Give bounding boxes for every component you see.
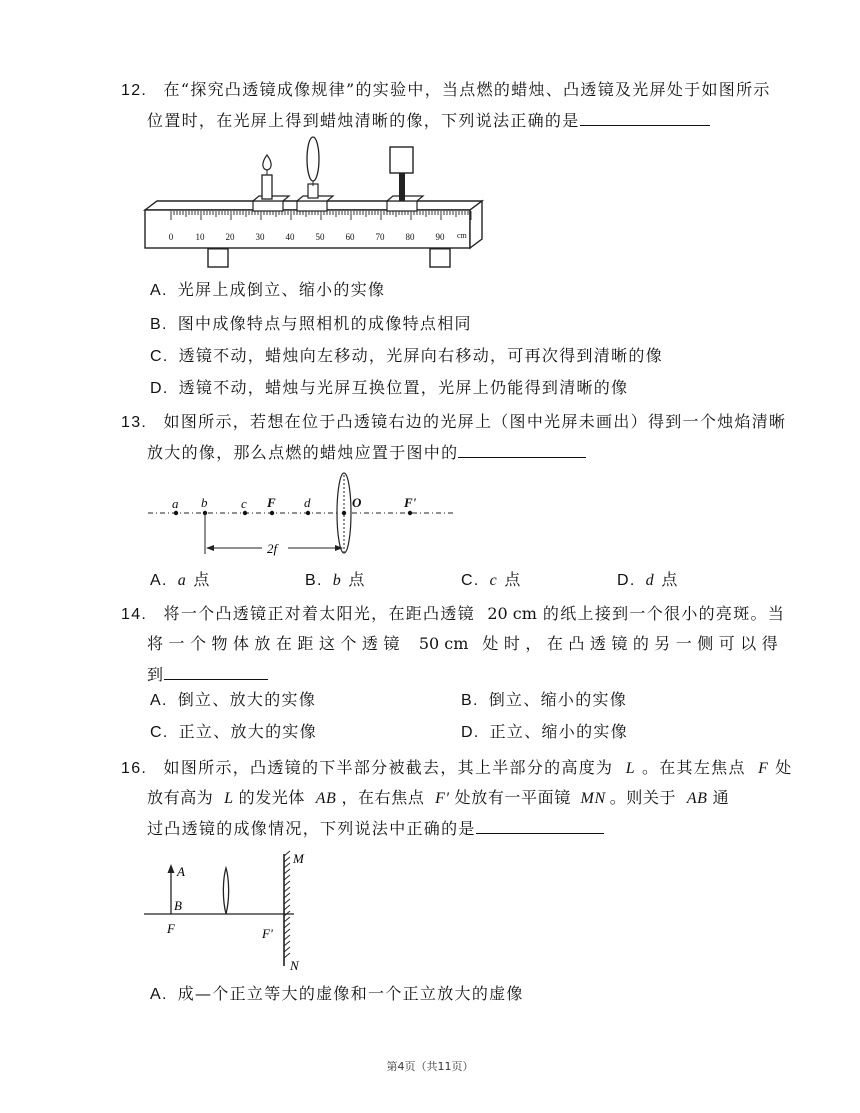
q13-stem-text2: 放大的像，那么点燃的蜡烛应置于图中的 [147,443,459,462]
label-a: A [177,864,185,879]
q16-text: 。则关于 [609,788,677,807]
label-m: M [293,851,304,866]
option-key: A. [150,986,168,1003]
option-key: C. [150,348,169,365]
label-f: F [167,921,175,936]
q12-stem-line1 [121,79,771,102]
mirror-hatch-line [284,899,290,904]
q16-text: 。在其左焦点 [641,758,746,777]
option-key: B. [150,316,168,333]
mirror-hatch-line [284,947,290,952]
ruler-unit: cm [457,231,467,240]
q12-answer-blank[interactable] [580,109,710,126]
label-2f: 2f [267,541,278,556]
q13-option-d[interactable] [617,569,679,592]
q14-option-a[interactable] [150,689,316,712]
label-d: d [304,495,311,510]
q16-var: F [758,760,770,777]
option-key: D. [150,380,169,397]
option-var: b [332,572,343,589]
q16-text: 处放有一平面镜 [454,788,571,807]
q16-var: AB [315,790,337,807]
label-o: O [352,495,362,510]
flame-icon [263,155,271,170]
q13-option-b[interactable] [305,569,366,592]
tick-label: 40 [285,232,295,242]
mirror-hatch-line [284,863,290,868]
q16-number: 16. [121,760,148,777]
q13-stem-line1 [121,411,786,434]
option-var: d [645,572,655,589]
mirror-hatch-line [284,881,290,886]
option-key: D. [617,572,636,589]
q13-stem-text1: 如图所示，若想在位于凸透镜右边的光屏上（图中光屏未画出）得到一个烛焰清晰 [163,412,787,431]
q12-option-a[interactable] [150,279,385,302]
q16-stem-line3 [147,817,604,840]
option-key: D. [461,724,480,741]
q14-option-b[interactable] [461,689,627,712]
q14-stem-text3: 到 [147,665,165,684]
mirror-hatch-line [284,857,290,862]
label-b: b [201,495,208,510]
bench-foot-right [430,247,450,267]
q12-stem-text2: 位置时，在光屏上得到蜡烛清晰的像，下列说法正确的是 [147,111,580,130]
q13-stem-line2 [147,441,586,464]
arrow-up-icon [168,864,175,873]
q14-stem-line2 [147,633,778,655]
point-c [243,511,247,515]
q12-option-c[interactable] [150,345,663,368]
option-key: C. [150,724,169,741]
label-f-prime: F' [404,495,417,510]
mirror-hatch-line [284,893,290,898]
tick-label: 90 [435,232,445,242]
q14-stem-text1c: 的纸上接到一个很小的亮斑。当 [542,604,786,623]
q14-number: 14. [121,606,148,623]
q14-stem-text2c: 处 时 ， 在 凸 透 镜 的 另 一 侧 可 以 得 [482,634,778,653]
q14-stem-text2a: 将 一 个 物 体 放 在 距 这 个 透 镜 [147,634,400,653]
option-text: 正立、缩小的实像 [489,722,629,741]
option-text: 点 [504,570,522,589]
option-key: A. [150,282,168,299]
q14-option-d[interactable] [461,721,628,744]
point-o [342,511,346,515]
q16-var: L [625,760,636,777]
q16-text: 处 [775,758,793,777]
mirror-hatch-line [284,935,290,940]
q16-var: MN [580,790,606,807]
option-text: 点 [193,570,211,589]
q16-stem-line2 [147,787,729,810]
point-d [306,511,310,515]
label-n: N [290,958,299,973]
option-text: 正立、放大的实像 [178,722,318,741]
point-f-prime [408,511,412,515]
q16-stem-line1 [121,757,793,780]
q13-option-a[interactable] [150,569,211,592]
q12-stem-line2 [147,109,710,132]
half-convex-lens [223,868,228,914]
q16-var: L [224,790,234,807]
label-a: a [172,496,179,511]
mirror-hatch-line [284,869,290,874]
option-key: A. [150,692,168,709]
q14-answer-blank[interactable] [164,663,268,680]
page-footer: 第4页（共11页） [386,1060,474,1073]
mirror-hatch-line [284,929,290,934]
mirror-hatch-line [284,923,290,928]
mirror-hatch-line [284,851,290,856]
q12-stem-text1: 在“探究凸透镜成像规律”的实验中，当点燃的蜡烛、凸透镜及光屏处于如图所示 [163,80,771,99]
option-text: 倒立、放大的实像 [177,690,317,709]
option-var: a [177,572,188,589]
option-key: A. [150,572,168,589]
q14-stem-line1 [121,603,785,626]
tick-label: 50 [315,232,325,242]
mirror-hatch-line [284,887,290,892]
option-text: 图中成像特点与照相机的成像特点相同 [177,314,472,333]
tick-label: 70 [375,232,385,242]
mirror-hatch-line [284,941,290,946]
mirror-hatch-line [284,875,290,880]
option-key: B. [461,692,479,709]
option-text: 倒立、缩小的实像 [488,690,628,709]
tick-label: 10 [195,232,205,242]
label-b: B [174,898,182,913]
q16-text: 通 [712,788,730,807]
option-text: 光屏上成倒立、缩小的实像 [177,280,386,299]
option-text: 点 [348,570,366,589]
q16-lens-mirror-figure [144,848,314,973]
tick-label: 60 [345,232,355,242]
mirror-hatch-line [284,917,290,922]
q14-distance-50: 50 cm [418,634,469,653]
option-text: 点 [661,570,679,589]
q16-answer-blank[interactable] [476,817,604,834]
label-f-prime: F' [262,926,273,941]
q14-option-c[interactable] [150,721,317,744]
tick-label: 30 [255,232,265,242]
point-f [270,511,274,515]
q16-option-a[interactable] [150,983,524,1006]
bench-foot-left [208,247,228,267]
point-a [174,511,178,515]
option-var: c [489,572,499,589]
q16-text: ，在右焦点 [341,788,425,807]
option-text: 成—个正立等大的虚像和一个正立放大的虚像 [177,984,524,1003]
q16-text: 如图所示，凸透镜的下半部分被截去，其上半部分的高度为 [163,758,614,777]
tick-label: 0 [168,232,174,242]
bench-body [145,210,470,248]
q16-var: AB [686,790,708,807]
q16-text: 的发光体 [238,788,305,807]
label-f: F [267,495,276,510]
q14-stem-line3 [147,663,268,686]
tick-label: 80 [405,232,415,242]
q13-number: 13. [121,414,148,431]
q14-stem-text1a: 将一个凸透镜正对着太阳光，在距凸透镜 [163,604,475,623]
option-key: C. [461,572,480,589]
tick-label: 20 [225,232,235,242]
label-c: c [241,496,247,511]
mirror-hatch-line [284,905,290,910]
convex-lens [297,137,333,211]
q13-lens-axis-figure [148,480,458,560]
q13-option-c[interactable] [461,569,522,592]
q13-answer-blank[interactable] [458,441,586,458]
q14-distance-20: 20 cm [487,604,537,623]
q12-number: 12. [121,82,148,99]
q16-text: 放有高为 [147,788,214,807]
option-key: B. [305,572,323,589]
q12-option-d[interactable] [150,377,628,400]
q12-option-b[interactable] [150,313,472,336]
q12-optical-bench-figure [145,137,495,272]
q16-var: F′ [435,790,450,807]
option-text: 透镜不动，蜡烛与光屏互换位置，光屏上仍能得到清晰的像 [178,378,629,397]
q16-stem-text3: 过凸透镜的成像情况，下列说法中正确的是 [147,819,476,838]
option-text: 透镜不动，蜡烛向左移动，光屏向右移动，可再次得到清晰的像 [178,346,664,365]
